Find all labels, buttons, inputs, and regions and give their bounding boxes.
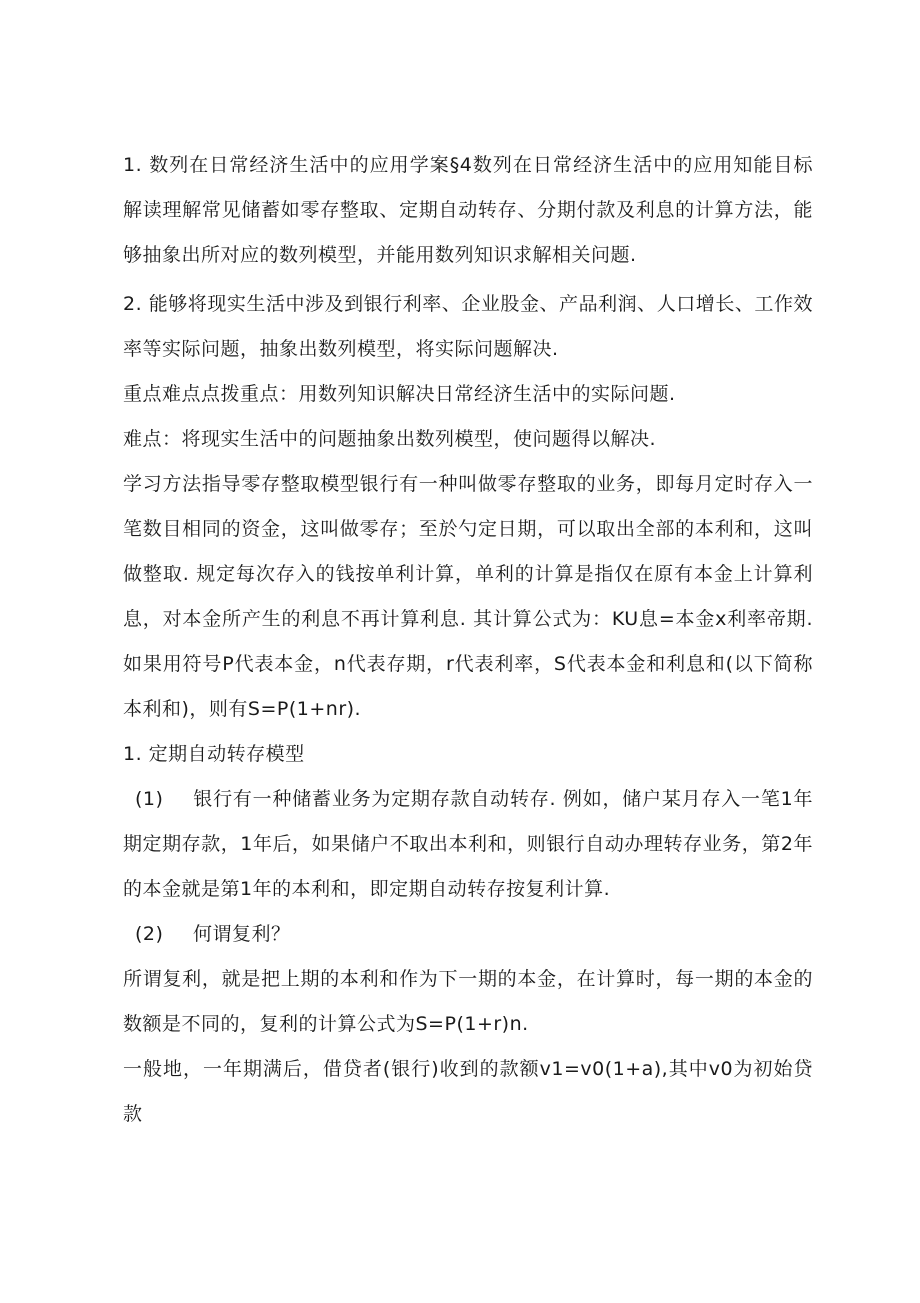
list-item-text: 何谓复利？ — [193, 923, 291, 945]
paragraph-objective-1: 1. 数列在日常经济生活中的应用学案§4数列在日常经济生活中的应用知能目标解读理解常见储蓄如零存整取、定期自动转存、分期付款及利息的计算方法，能够抽象出所对应的数列模型，并能用数列知识求解相关问题. — [123, 154, 813, 266]
paragraph-objective-2: 2. 能够将现实生活中涉及到银行利率、企业股金、产品利润、人口增长、工作效率等实际问题，抽象出数列模型，将实际问题解决. — [123, 293, 813, 360]
paragraph-method-guidance: 学习方法指导零存整取模型银行有一种叫做零存整取的业务，即每月定时存入一笔数目相同的资金，这叫做零存；至於勺定日期，可以取出全部的本利和，这叫做整取. 规定每次存入的钱按单利计算，单利的计算是指仅在原有本金上计算利息，对本金所产生的利息不再计算利息. 其计算公式为：KU息=本金x利率帝期. 如果用符号P代表本金，n代表存期，r代表利率，S代表本金和利息和(以下简称本利和)，则有S=P(1+nr). — [123, 473, 813, 720]
list-item — [123, 912, 813, 957]
document-body — [123, 143, 813, 1137]
paragraph-compound-interest: 所谓复利，就是把上期的本利和作为下一期的本金，在计算时，每一期的本金的数额是不同的，复利的计算公式为S=P(1+r)n. — [123, 968, 813, 1035]
paragraph-loan-amount: 一般地，一年期满后，借贷者(银行)收到的款额v1=v0(1+a),其中v0为初始贷款 — [123, 1058, 813, 1125]
list-item-number: (2) — [135, 923, 164, 945]
section-heading-auto-rollover: 1. 定期自动转存模型 — [123, 743, 305, 765]
paragraph-key-points: 重点难点点拨重点：用数列知识解决日常经济生活中的实际问题. — [123, 383, 676, 405]
list-item-number: (1) — [135, 788, 164, 810]
list-item-text: 银行有一种储蓄业务为定期存款自动转存. 例如，储户某月存入一笔1年期定期存款，1年后，如果储户不取出本利和，则银行自动办理转存业务，第2年的本金就是第1年的本利和，即定期自动转存按复利计算. — [123, 788, 813, 900]
list-item — [123, 777, 813, 912]
paragraph-difficulty: 难点：将现实生活中的问题抽象出数列模型，使问题得以解决. — [123, 428, 657, 450]
